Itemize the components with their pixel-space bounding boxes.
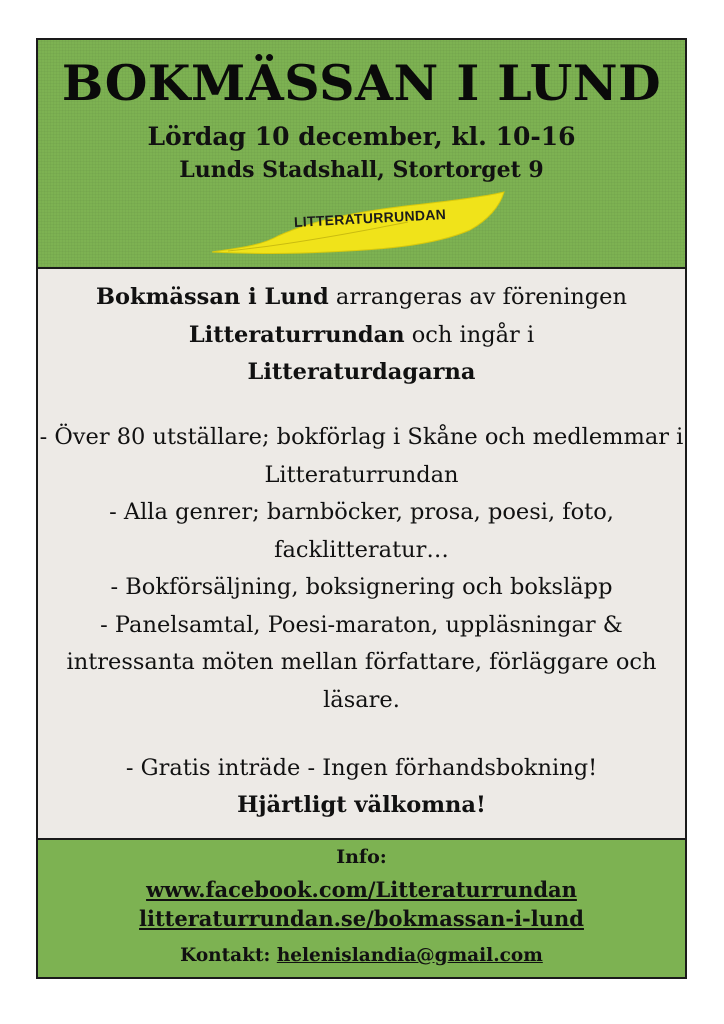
welcome-text: Hjärtligt välkomna! bbox=[237, 792, 486, 818]
poster bbox=[36, 38, 687, 979]
intro-bold-fair: Bokmässan i Lund bbox=[96, 284, 329, 310]
intro-bold-days: Litteraturdagarna bbox=[247, 359, 476, 385]
info-label: Info: bbox=[336, 846, 387, 868]
footer-info bbox=[38, 840, 685, 977]
admission-note: - Gratis inträde - Ingen förhandsbokning! bbox=[125, 755, 598, 781]
header-banner bbox=[38, 40, 685, 269]
intro-bold-association: Litteraturrundan bbox=[188, 321, 405, 348]
contact-email-link[interactable]: helenislandia@gmail.com bbox=[276, 945, 543, 966]
info-panel bbox=[38, 269, 685, 840]
event-venue: Lunds Stadshall, Stortorget 9 bbox=[179, 157, 544, 183]
list-item: - Panelsamtal, Poesi-maraton, uppläsningar & intressanta möten mellan författare, förläggare och läsare. bbox=[66, 611, 657, 713]
logo-text: LITTERATURRUNDAN bbox=[293, 206, 447, 230]
contact-label: Kontakt: bbox=[180, 945, 277, 966]
website-link[interactable]: litteraturrundan.se/bokmassan-i-lund bbox=[139, 906, 584, 931]
intro-text-2: och ingår i bbox=[404, 321, 535, 348]
list-item: - Bokförsäljning, boksignering och boksläpp bbox=[110, 574, 613, 600]
list-item: - Alla genrer; barnböcker, prosa, poesi, foto, facklitteratur… bbox=[109, 499, 614, 563]
list-item: - Över 80 utställare; bokförlag i Skåne och medlemmar i Litteraturrundan bbox=[39, 424, 684, 488]
event-date: Lördag 10 december, kl. 10-16 bbox=[147, 122, 576, 151]
poster-title: BOKMÄSSAN I LUND bbox=[61, 54, 662, 112]
intro-paragraph bbox=[38, 279, 685, 392]
facebook-link[interactable]: www.facebook.com/Litteraturrundan bbox=[146, 877, 577, 902]
intro-text-1: arrangeras av föreningen bbox=[328, 284, 627, 310]
feature-list bbox=[38, 419, 685, 719]
contact-line bbox=[38, 945, 685, 966]
